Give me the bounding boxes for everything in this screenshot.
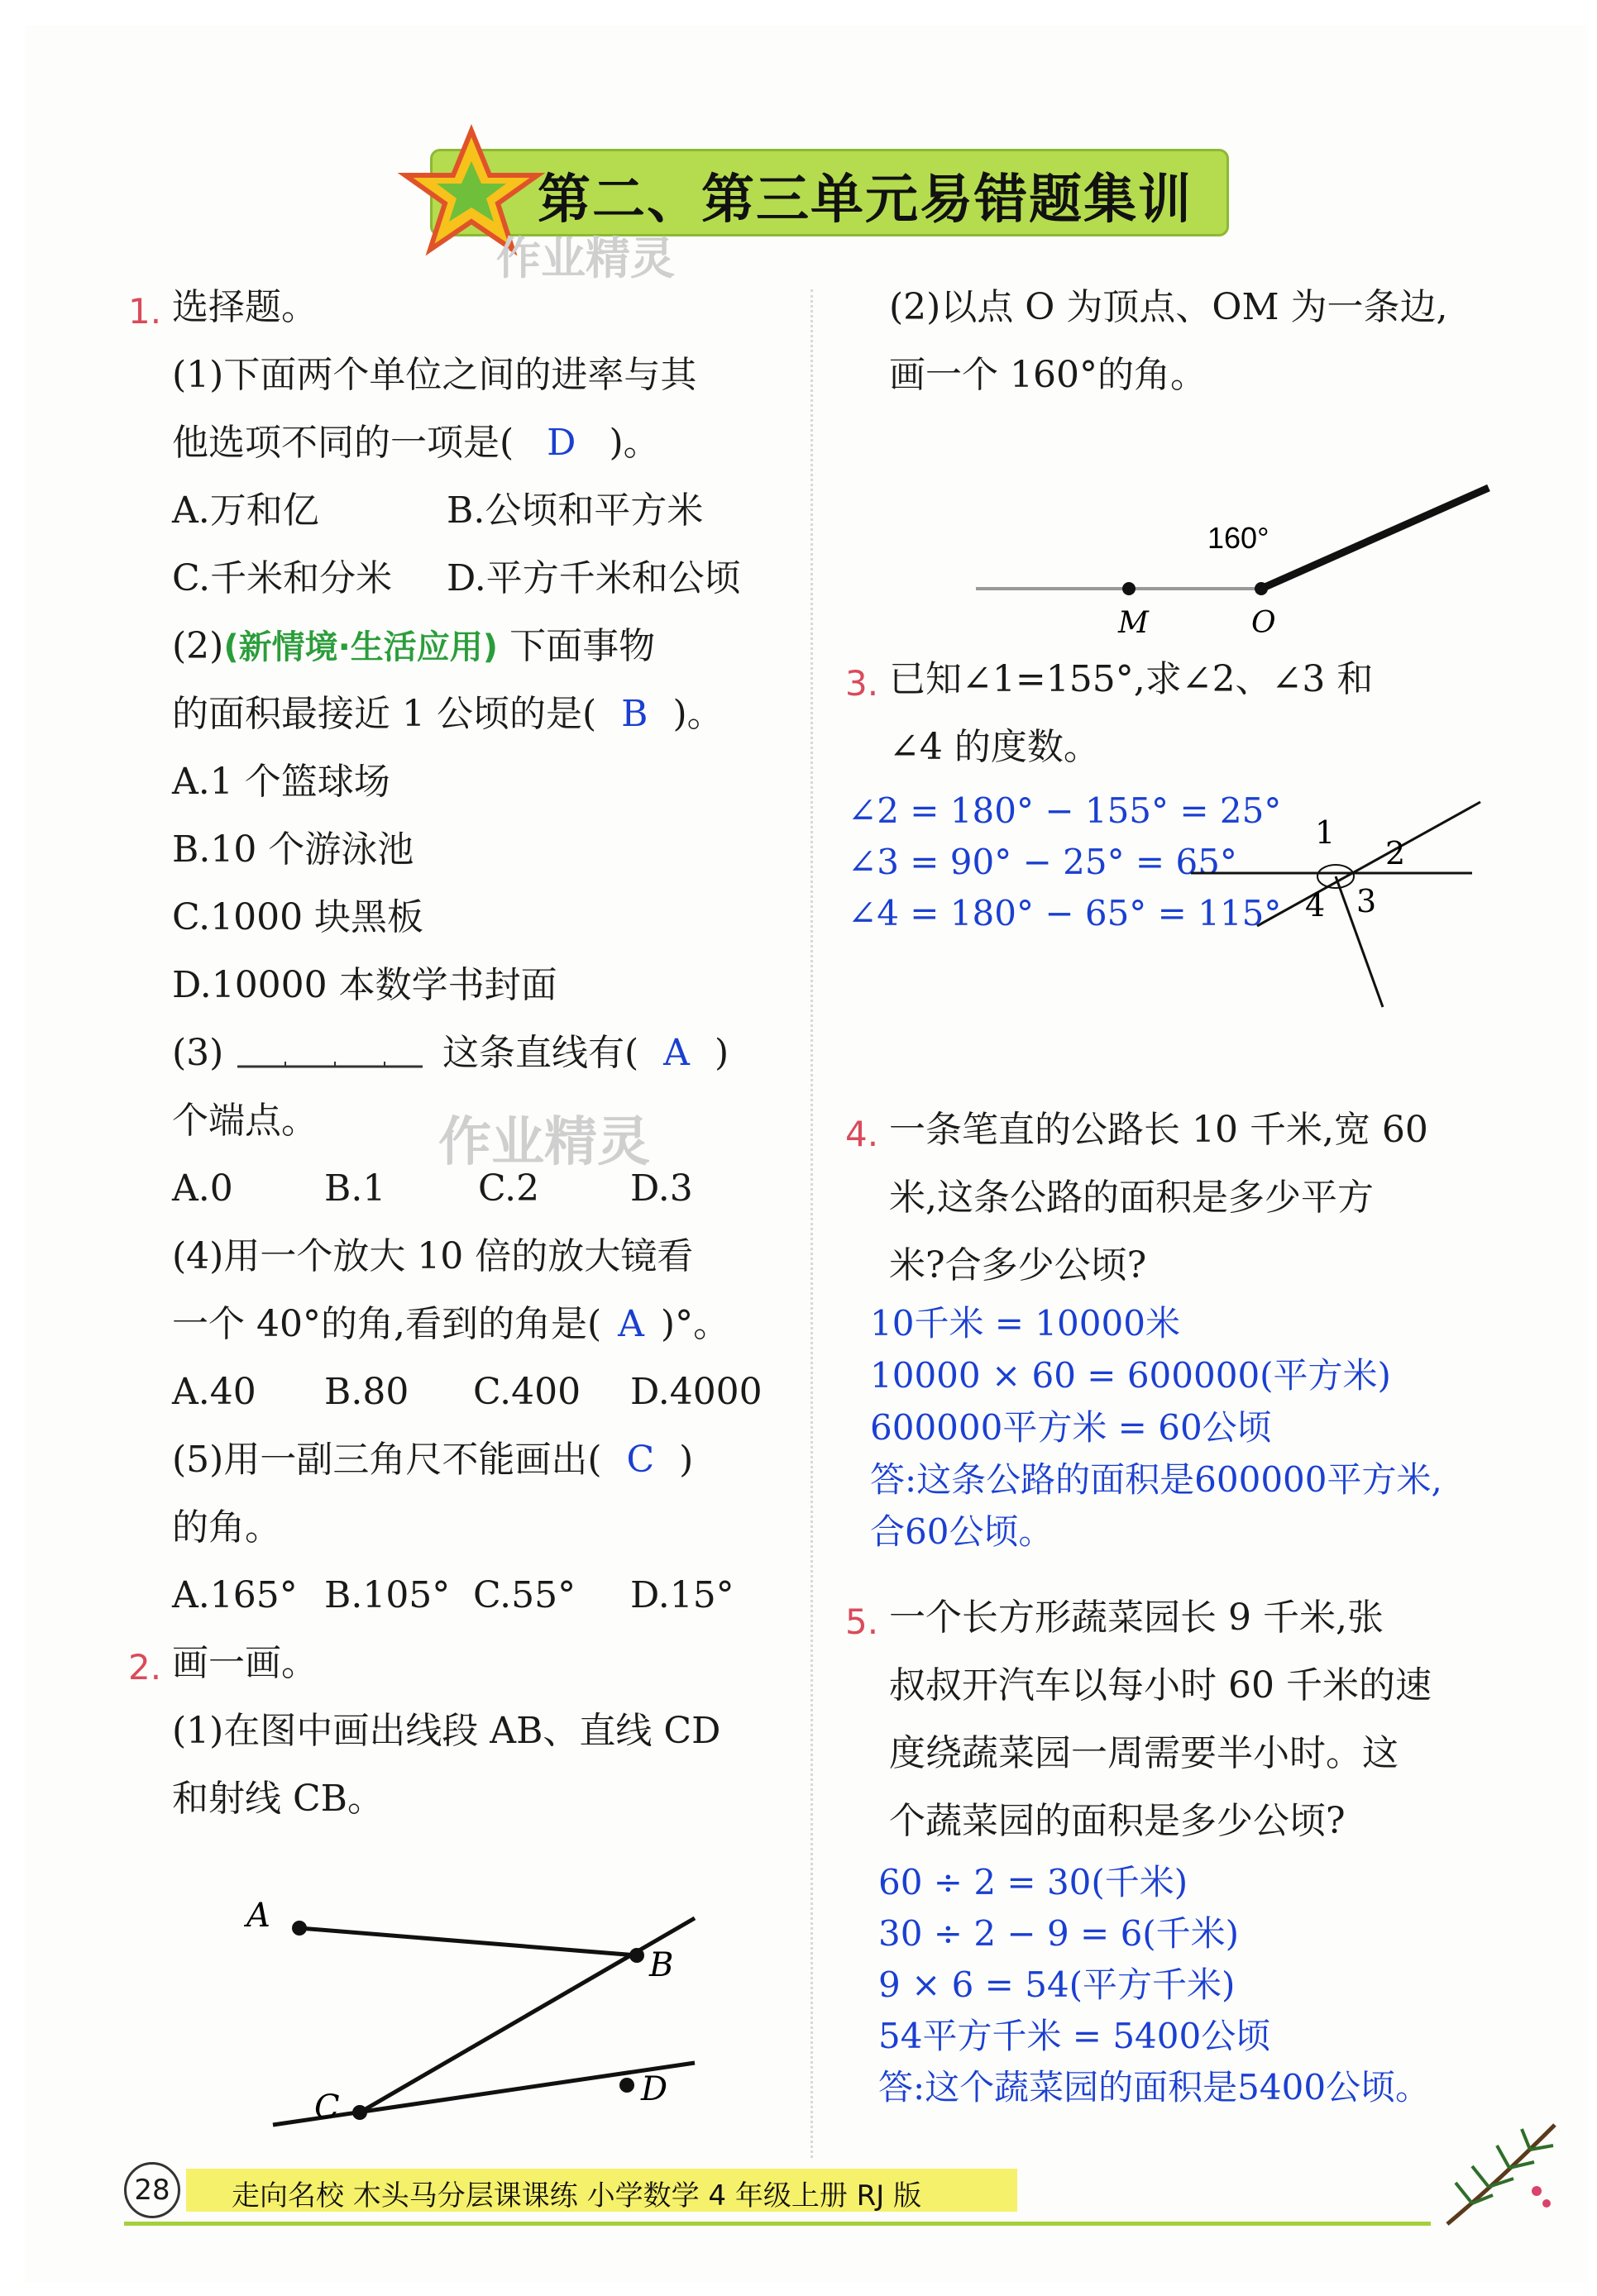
question-text: 他选项不同的一项是( D )。 xyxy=(172,422,660,464)
question-text: 度绕蔬菜园一周需要半小时。这 xyxy=(889,1732,1399,1774)
answer-text: A xyxy=(618,1303,644,1345)
question-text: (2)以点 O 为顶点、OM 为一条边, xyxy=(889,286,1448,328)
option-d: D.10000 本数学书封面 xyxy=(172,964,557,1006)
option-b: B.80 xyxy=(324,1371,409,1413)
question-text: 个蔬菜园的面积是多少公顷? xyxy=(889,1800,1346,1842)
answer-text: C xyxy=(626,1439,655,1481)
point-d xyxy=(619,2078,634,2093)
angle-label: 160° xyxy=(1207,521,1269,555)
question-text: (3) xyxy=(172,1032,224,1074)
question-text: (2)(新情境·生活应用) 下面事物 xyxy=(172,625,656,667)
answer-text: B xyxy=(621,693,648,735)
line-figure xyxy=(236,1048,426,1073)
point-b xyxy=(629,1948,644,1963)
option-d: D.15° xyxy=(630,1574,734,1616)
question-text: 米?合多少公顷? xyxy=(889,1244,1147,1286)
answer-line: ∠4 = 180° − 65° = 115° xyxy=(848,893,1282,933)
point-m xyxy=(1122,582,1136,595)
option-a: A.1 个篮球场 xyxy=(172,761,390,803)
label-a: A xyxy=(246,1897,270,1935)
label-d: D xyxy=(641,2070,668,2108)
angle-2-label: 2 xyxy=(1385,835,1406,871)
question-text: (5)用一副三角尺不能画出( C ) xyxy=(172,1439,694,1481)
question-text: 个端点。 xyxy=(172,1100,318,1142)
option-b: B.1 xyxy=(324,1167,386,1210)
option-c: C.400 xyxy=(473,1371,581,1413)
option-c: C.千米和分米 xyxy=(172,557,393,599)
option-a: A.万和亿 xyxy=(172,489,319,532)
answer-line: 600000平方米 = 60公顷 xyxy=(870,1407,1272,1448)
question-title: 画一画。 xyxy=(172,1642,318,1684)
option-a: A.0 xyxy=(172,1167,233,1210)
point-o xyxy=(1255,582,1268,595)
question-text: 叔叔开汽车以每小时 60 千米的速 xyxy=(889,1664,1432,1706)
question-text: (1)在图中画出线段 AB、直线 CD xyxy=(172,1710,721,1752)
geometry-figure-abcd xyxy=(232,1885,711,2150)
question-text: (1)下面两个单位之间的进率与其 xyxy=(172,354,697,396)
option-a: A.165° xyxy=(172,1574,298,1616)
answer-line: ∠3 = 90° − 25° = 65° xyxy=(848,842,1237,882)
option-a: A.40 xyxy=(172,1371,256,1413)
watermark: 作业精灵 xyxy=(496,232,675,284)
answer-line: ∠2 = 180° − 155° = 25° xyxy=(848,790,1282,831)
answer-line: 54平方千米 = 5400公顷 xyxy=(878,2016,1271,2056)
answer-line: 10000 × 60 = 600000(平方米) xyxy=(870,1355,1391,1396)
option-c: C.2 xyxy=(478,1167,540,1210)
footer-line xyxy=(124,2222,1431,2226)
question-text: 的角。 xyxy=(172,1506,281,1549)
option-d: D.平方千米和公顷 xyxy=(447,557,741,599)
option-c: C.1000 块黑板 xyxy=(172,896,424,938)
pine-branch-icon xyxy=(1439,2117,1563,2232)
question-text: 一个长方形蔬菜园长 9 千米,张 xyxy=(889,1597,1384,1639)
point-a xyxy=(292,1921,307,1936)
answer-text: D xyxy=(547,422,576,464)
answer-line: 9 × 6 = 54(平方千米) xyxy=(878,1964,1236,2005)
option-d: D.3 xyxy=(630,1167,693,1210)
question-text: ∠4 的度数。 xyxy=(889,726,1100,768)
option-b: B.公顷和平方米 xyxy=(447,489,704,532)
question-text: 一条笔直的公路长 10 千米,宽 60 xyxy=(889,1109,1428,1151)
answer-line: 合60公顷。 xyxy=(870,1511,1054,1552)
answer-line: 60 ÷ 2 = 30(千米) xyxy=(878,1862,1188,1902)
option-d: D.4000 xyxy=(630,1371,763,1413)
point-c xyxy=(352,2105,367,2120)
question-text: 画一个 160°的角。 xyxy=(889,354,1207,396)
answer-text: A xyxy=(663,1032,690,1074)
question-number: 2. xyxy=(128,1647,162,1687)
label-m: M xyxy=(1118,606,1149,640)
segment-ab xyxy=(299,1928,637,1955)
option-b: B.10 个游泳池 xyxy=(172,828,414,871)
option-c: C.55° xyxy=(473,1574,576,1616)
option-b: B.105° xyxy=(324,1574,451,1616)
angle-4-label: 4 xyxy=(1305,887,1326,924)
angle-figure-1234 xyxy=(1191,794,1489,1017)
question-text: 和射线 CB。 xyxy=(172,1778,384,1820)
question-text: 米,这条公路的面积是多少平方 xyxy=(889,1177,1374,1219)
question-number: 1. xyxy=(128,291,162,332)
answer-line: 答:这个蔬菜园的面积是5400公顷。 xyxy=(878,2067,1431,2107)
question-text: 这条直线有( A ) xyxy=(442,1032,729,1074)
column-divider xyxy=(810,289,813,2158)
question-number: 4. xyxy=(845,1114,879,1154)
question-text: 已知∠1=155°,求∠2、∠3 和 xyxy=(889,658,1374,700)
label-c: C xyxy=(314,2088,340,2127)
page-title: 第二、第三单元易错题集训 xyxy=(538,169,1193,231)
question-number: 5. xyxy=(845,1601,879,1642)
question-text: 的面积最接近 1 公顷的是( B )。 xyxy=(172,693,724,735)
question-text: 一个 40°的角,看到的角是( A )°。 xyxy=(172,1303,730,1345)
angle-1-label: 1 xyxy=(1315,814,1336,851)
angle-figure-160 xyxy=(976,471,1505,653)
watermark: 作业精灵 xyxy=(438,1112,650,1173)
answer-line: 30 ÷ 2 − 9 = 6(千米) xyxy=(878,1913,1240,1954)
ray-drawn xyxy=(1261,488,1489,589)
footer-text: 走向名校 木头马分层课课练 小学数学 4 年级上册 RJ 版 xyxy=(232,2179,922,2212)
answer-line: 答:这条公路的面积是600000平方米, xyxy=(870,1459,1442,1500)
answer-line: 10千米 = 10000米 xyxy=(870,1303,1180,1344)
label-o: O xyxy=(1251,606,1276,640)
context-tag: (新情境·生活应用) xyxy=(223,628,499,666)
question-title: 选择题。 xyxy=(172,286,318,328)
page-number: 28 xyxy=(124,2162,180,2218)
question-text: (4)用一个放大 10 倍的放大镜看 xyxy=(172,1235,694,1277)
label-b: B xyxy=(649,1946,674,1984)
question-number: 3. xyxy=(845,663,879,704)
angle-3-label: 3 xyxy=(1356,883,1377,919)
